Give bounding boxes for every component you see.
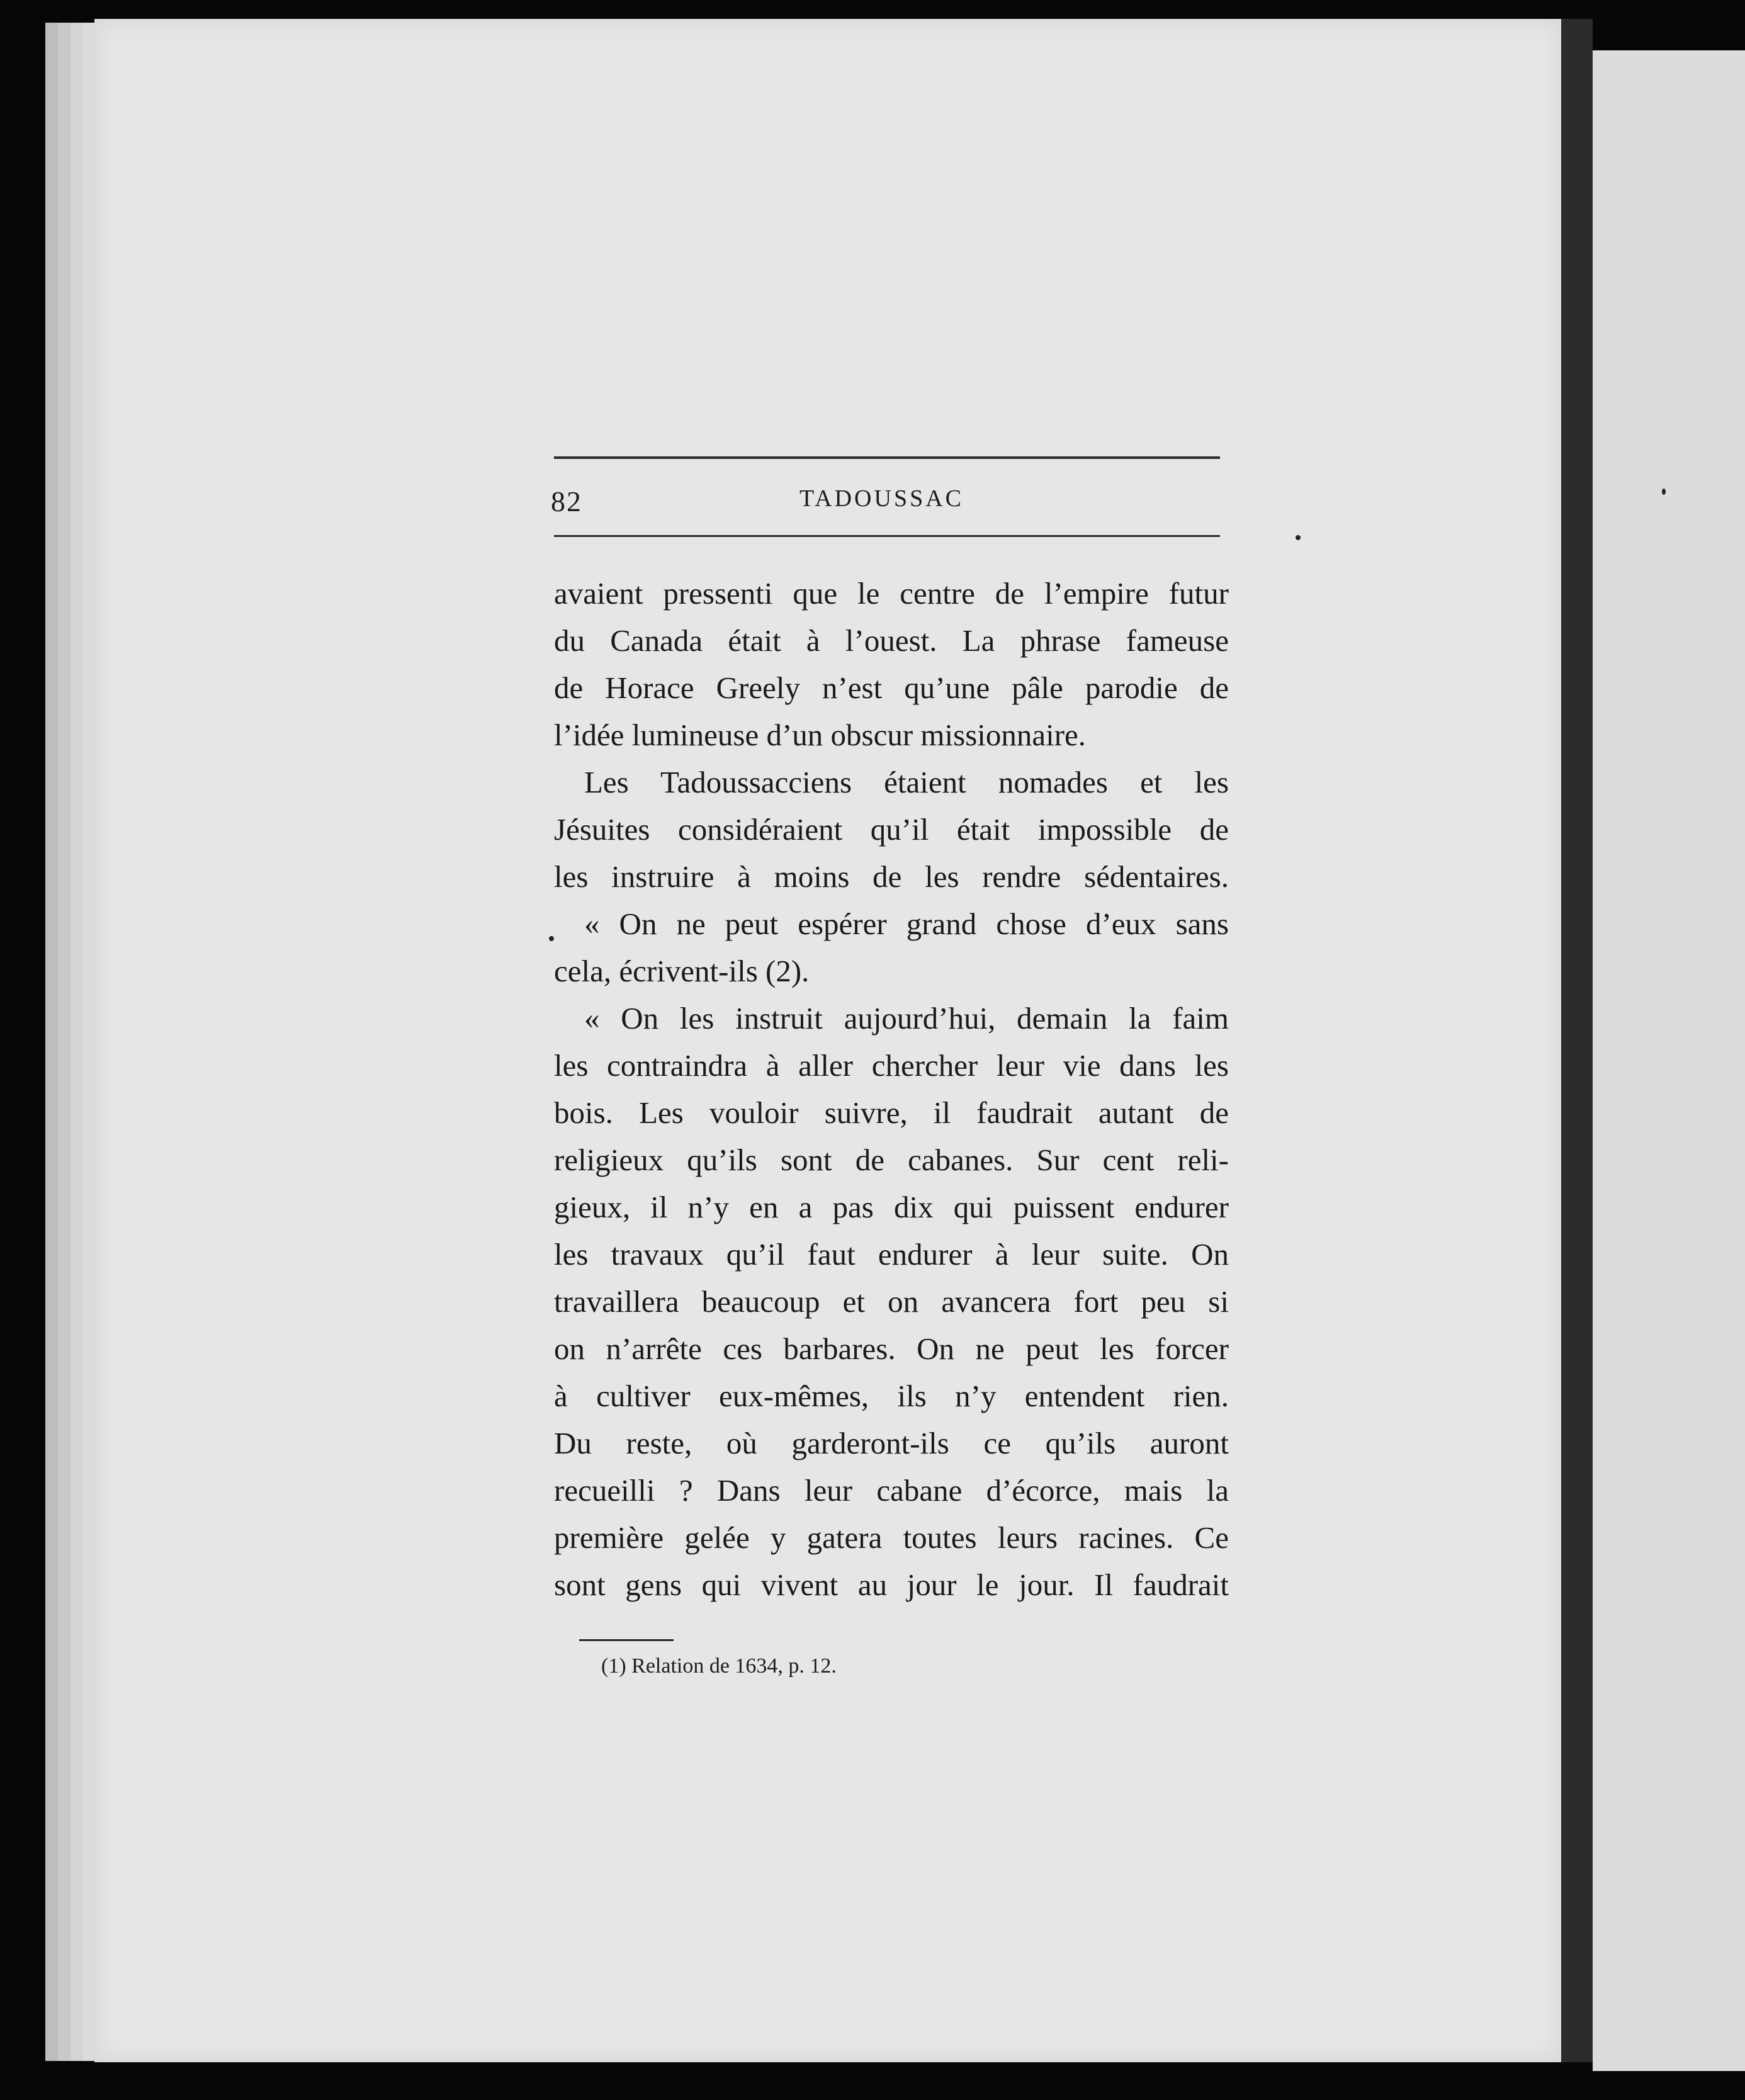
text-line: du Canada était à l’ouest. La phrase fameuse [554, 623, 1229, 658]
binding-gutter [1561, 19, 1593, 2062]
text-line: gieux, il n’y en a pas dix qui puissent endurer [554, 1190, 1229, 1224]
text-line: bois. Les vouloir suivre, il faudrait autant de [554, 1095, 1229, 1130]
page-number: 82 [551, 485, 582, 517]
scan-speck [1296, 535, 1301, 540]
text-line: de Horace Greely n’est qu’une pâle parodie de [554, 670, 1229, 705]
text-line: cela, écrivent-ils (2). [554, 954, 810, 988]
header-bottom-rule [554, 535, 1220, 537]
text-line: travaillera beaucoup et on avancera fort peu si [554, 1284, 1229, 1319]
text-line: sont gens qui vivent au jour le jour. Il faudrait [554, 1567, 1229, 1602]
text-line: les contraindra à aller chercher leur vie dans les [554, 1048, 1229, 1083]
text-line: on n’arrête ces barbares. On ne peut les forcer [554, 1331, 1229, 1366]
right-page [1593, 50, 1745, 2071]
text-line: avaient pressenti que le centre de l’empire futur [554, 576, 1229, 611]
footnote-rule [579, 1639, 674, 1641]
text-line: l’idée lumineuse d’un obscur missionnaire. [554, 718, 1087, 752]
footnote: (1) Relation de 1634, p. 12. [601, 1654, 837, 1678]
running-title: TADOUSSAC [799, 485, 964, 512]
header-top-rule [554, 456, 1220, 459]
text-line: « On les instruit aujourd’hui, demain la faim [584, 1001, 1229, 1036]
page-edge [45, 23, 59, 2061]
text-line: Jésuites considéraient qu’il était impossible de [554, 812, 1229, 847]
text-line: à cultiver eux-mêmes, ils n’y entendent rien. [554, 1379, 1229, 1413]
page-edge [71, 23, 84, 2061]
text-line: première gelée y gatera toutes leurs racines. Ce [554, 1520, 1229, 1555]
text-line: Les Tadoussacciens étaient nomades et les [584, 765, 1229, 799]
text-line: les instruire à moins de les rendre sédentaires. [554, 859, 1229, 894]
text-line: Du reste, où garderont-ils ce qu’ils auront [554, 1426, 1229, 1460]
page-edge [58, 23, 72, 2061]
text-line: religieux qu’ils sont de cabanes. Sur cent reli- [554, 1143, 1229, 1177]
text-line: recueilli ? Dans leur cabane d’écorce, mais la [554, 1473, 1229, 1508]
scan-speck [1662, 488, 1666, 495]
page-edge [83, 23, 96, 2061]
text-line: les travaux qu’il faut endurer à leur suite. On [554, 1237, 1229, 1272]
scan-speck [549, 936, 554, 941]
text-line: « On ne peut espérer grand chose d’eux sans [584, 906, 1229, 941]
body-text [554, 570, 1229, 1608]
